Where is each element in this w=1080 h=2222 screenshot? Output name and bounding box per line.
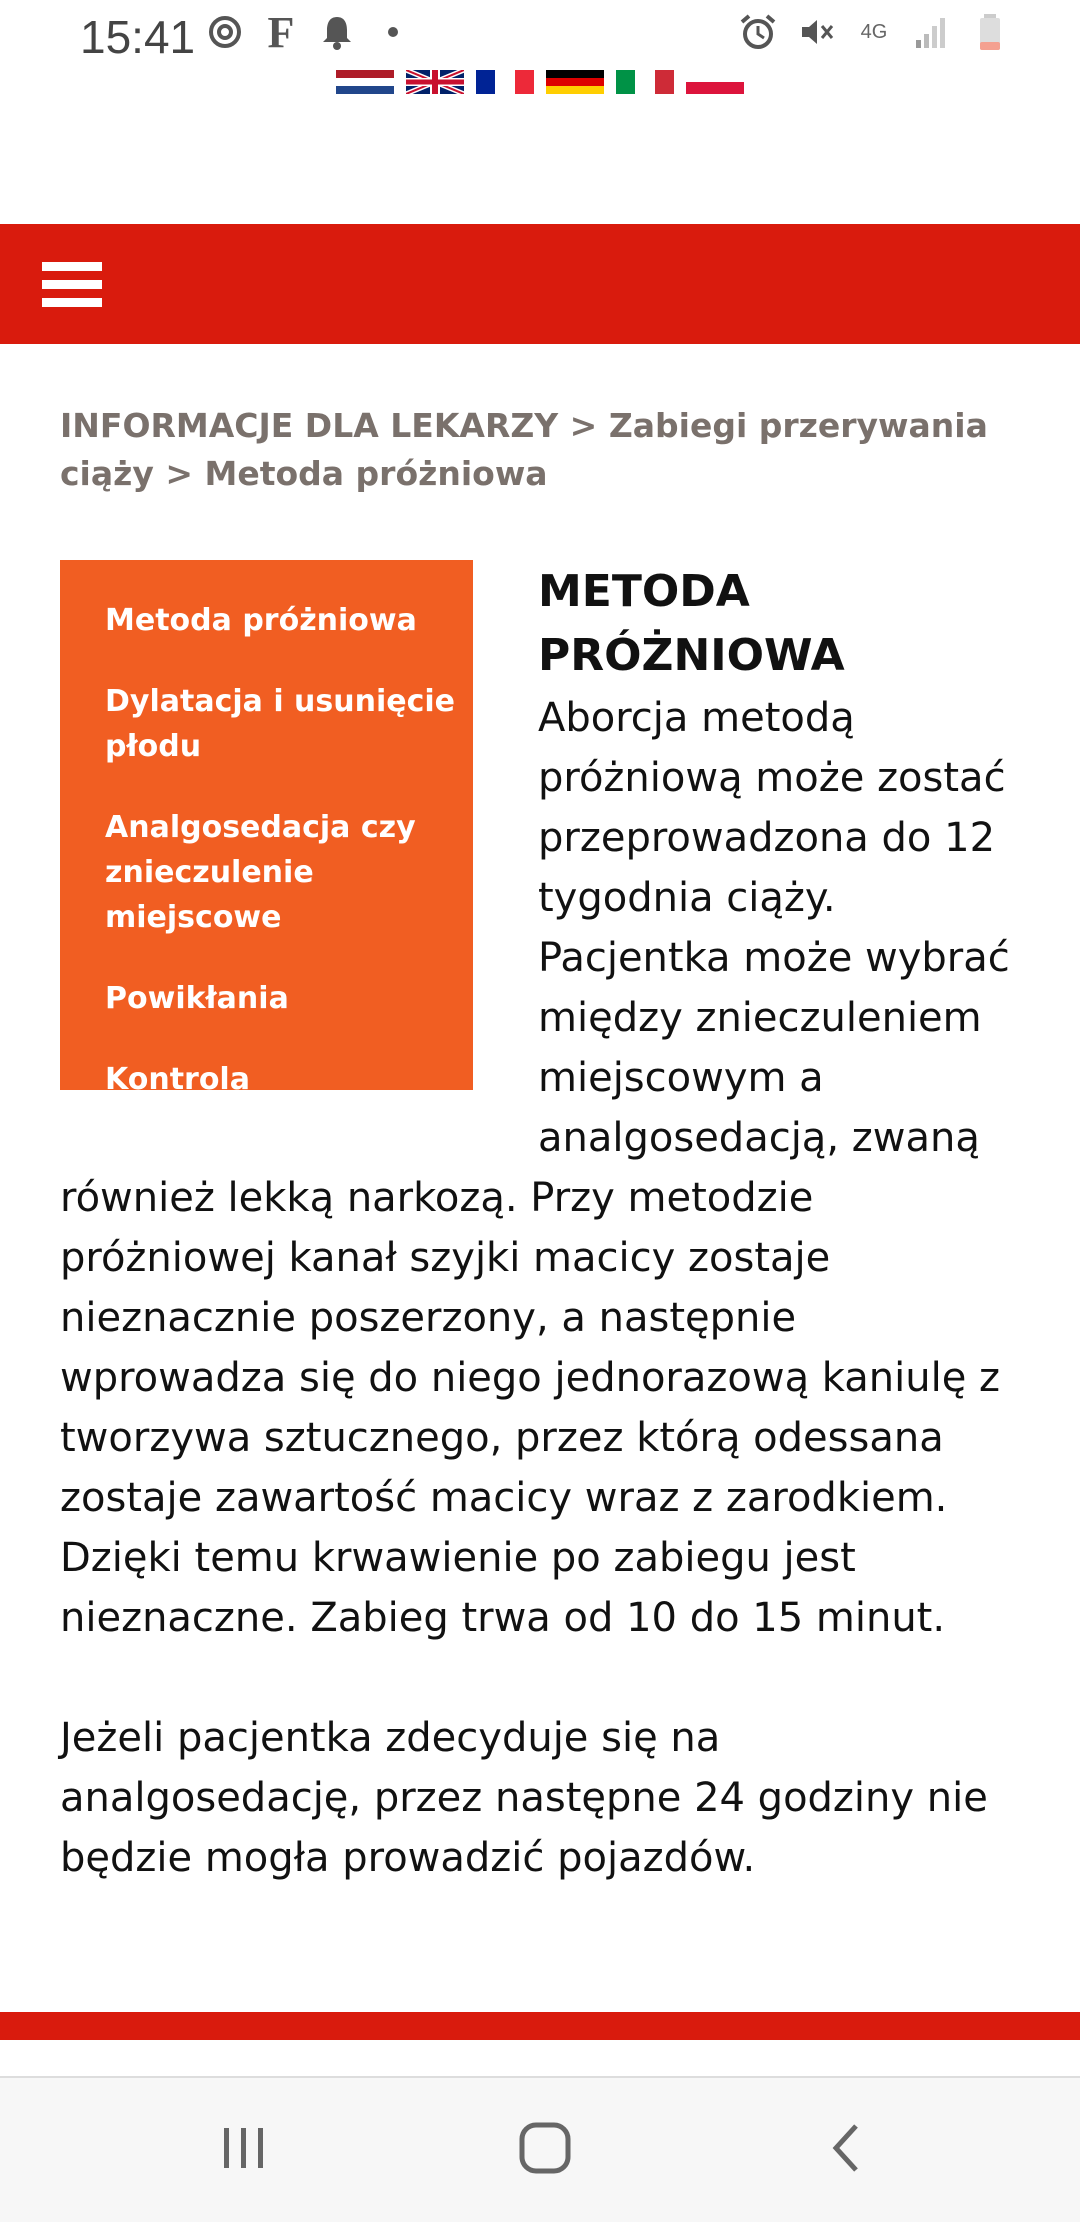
- facebook-label: F: [267, 7, 295, 57]
- status-right-icons: [738, 12, 1010, 52]
- status-time: 15:41: [80, 11, 196, 63]
- breadcrumb: [60, 402, 1040, 498]
- article-paragraph-1: Aborcja metodą próżniową może zostać przeprowadzona do 12 tygodnia ciąży. Pacjentka może wybrać między znieczuleniem miejscowym a analgosedacją, zwaną również lekką narkozą. Przy metodzie próżniowej kanał szyjki macicy zostaje nieznacznie poszerzony, a następnie wprowadza się do niego jednorazową kaniulę z tworzywa sztucznego, przez którą odessana zostaje zawartość macicy wraz z zarodkiem. Dzięki temu krwawienie po zabiegu jest nieznaczne. Zabieg trwa od 10 do 15 minut.: [60, 695, 1010, 1641]
- status-left-icons: [205, 7, 413, 57]
- battery-icon: [970, 12, 1010, 52]
- facebook-icon: [261, 7, 301, 57]
- back-icon[interactable]: [818, 2118, 878, 2178]
- site-header: [0, 224, 1080, 344]
- signal-icon: [912, 12, 952, 52]
- sync-icon: [205, 12, 245, 52]
- page-title: METODA PRÓŻNIOWA: [538, 566, 845, 681]
- flag-fr-icon[interactable]: [476, 70, 534, 94]
- alarm-icon: [738, 12, 778, 52]
- sidebar-item-dilation[interactable]: Dylatacja i usunięcie płodu: [105, 684, 456, 764]
- flag-nl-icon[interactable]: [336, 70, 394, 94]
- recent-apps-icon[interactable]: [214, 2118, 274, 2178]
- sidebar-item-vacuum-method[interactable]: Metoda próżniowa: [105, 603, 417, 638]
- language-flags: [336, 70, 744, 94]
- flag-it-icon[interactable]: [616, 70, 674, 94]
- flag-en-icon[interactable]: [406, 70, 464, 94]
- network-label: 4G: [860, 21, 888, 43]
- breadcrumb-abortion-procedures[interactable]: Zabiegi przerywania ciąży: [60, 406, 988, 493]
- network-icon: [854, 12, 894, 52]
- mute-icon: [796, 12, 836, 52]
- breadcrumb-separator: >: [153, 454, 205, 493]
- hamburger-menu-icon[interactable]: [42, 254, 102, 314]
- footer-bar: [0, 2012, 1080, 2040]
- flag-de-icon[interactable]: [546, 70, 604, 94]
- status-bar: [0, 0, 1080, 70]
- dot-icon: [373, 12, 413, 52]
- breadcrumb-info-for-doctors[interactable]: INFORMACJE DLA LEKARZY: [60, 406, 559, 445]
- flag-pl-icon[interactable]: [686, 70, 744, 94]
- sidebar-item-complications[interactable]: Powikłania: [105, 981, 289, 1016]
- breadcrumb-separator: >: [558, 406, 609, 445]
- sidebar-item-follow-up[interactable]: Kontrola pozabiegowa: [105, 1062, 327, 1142]
- main-content: [60, 560, 1020, 1888]
- home-icon[interactable]: [515, 2118, 575, 2178]
- bell-icon: [317, 12, 357, 52]
- sidebar-item-anesthesia[interactable]: Analgosedacja czy znieczulenie miejscowe: [105, 810, 416, 935]
- breadcrumb-current-page[interactable]: Metoda próżniowa: [204, 454, 548, 493]
- article-paragraph-2: Jeżeli pacjentka zdecyduje się na analgosedację, przez następne 24 godziny nie będzie mogła prowadzić pojazdów.: [60, 1715, 988, 1881]
- sidebar-menu: [60, 560, 473, 1142]
- system-nav-bar: [0, 2076, 1080, 2222]
